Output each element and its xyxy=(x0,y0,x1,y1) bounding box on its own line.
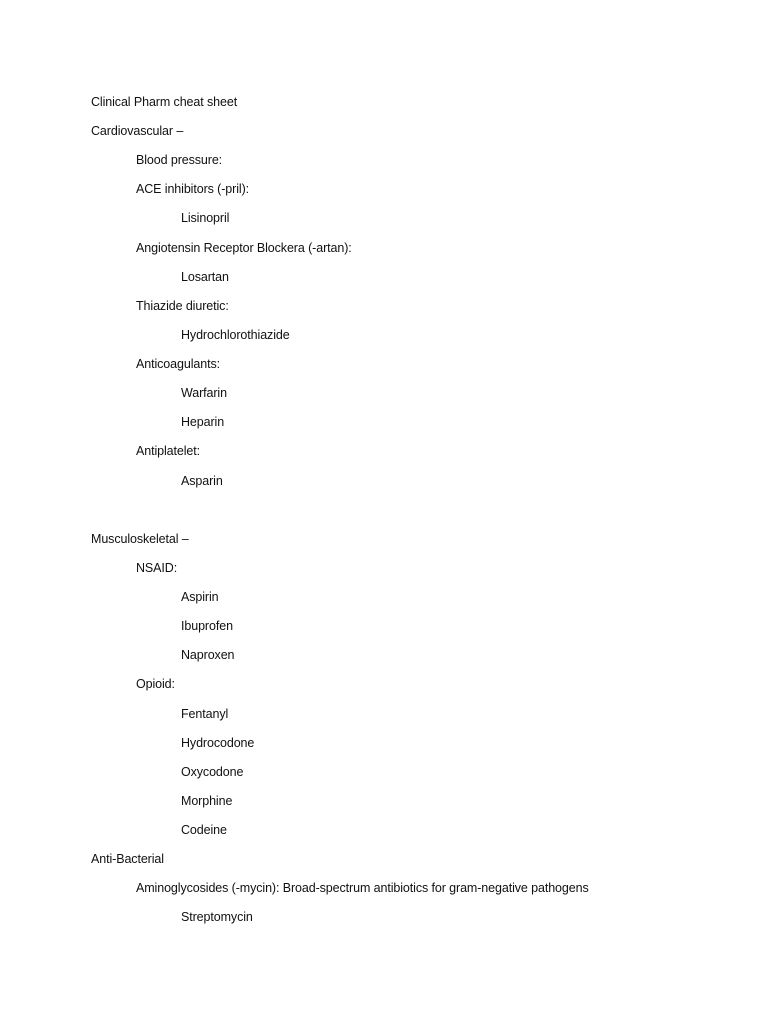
drug-item: Codeine xyxy=(181,823,227,837)
drug-item: Naproxen xyxy=(181,648,235,662)
section-heading: Anti-Bacterial xyxy=(91,852,164,866)
category-heading: Anticoagulants: xyxy=(136,357,220,371)
drug-item: Hydrocodone xyxy=(181,736,255,750)
drug-item: Aspirin xyxy=(181,590,219,604)
drug-item: Oxycodone xyxy=(181,765,244,779)
document-title: Clinical Pharm cheat sheet xyxy=(91,95,238,109)
drug-item: Heparin xyxy=(181,415,225,429)
drug-item: Lisinopril xyxy=(181,211,230,225)
category-heading: Aminoglycosides (-mycin): Broad-spectrum antibiotics for gram-negative pathogens xyxy=(136,881,589,895)
section-heading: Cardiovascular – xyxy=(91,124,184,138)
category-heading: Opioid: xyxy=(136,677,175,691)
drug-item: Streptomycin xyxy=(181,910,253,924)
drug-item: Morphine xyxy=(181,794,233,808)
category-heading: Angiotensin Receptor Blockera (-artan): xyxy=(136,241,352,255)
category-heading: Thiazide diuretic: xyxy=(136,299,229,313)
category-heading: NSAID: xyxy=(136,561,178,575)
drug-item: Fentanyl xyxy=(181,707,229,721)
section-heading: Musculoskeletal – xyxy=(91,532,189,546)
drug-item: Warfarin xyxy=(181,386,227,400)
drug-item: Ibuprofen xyxy=(181,619,233,633)
drug-item: Asparin xyxy=(181,474,223,488)
category-heading: Antiplatelet: xyxy=(136,444,201,458)
category-heading: Blood pressure: xyxy=(136,153,223,167)
category-heading: ACE inhibitors (-pril): xyxy=(136,182,250,196)
drug-item: Losartan xyxy=(181,270,229,284)
drug-item: Hydrochlorothiazide xyxy=(181,328,290,342)
